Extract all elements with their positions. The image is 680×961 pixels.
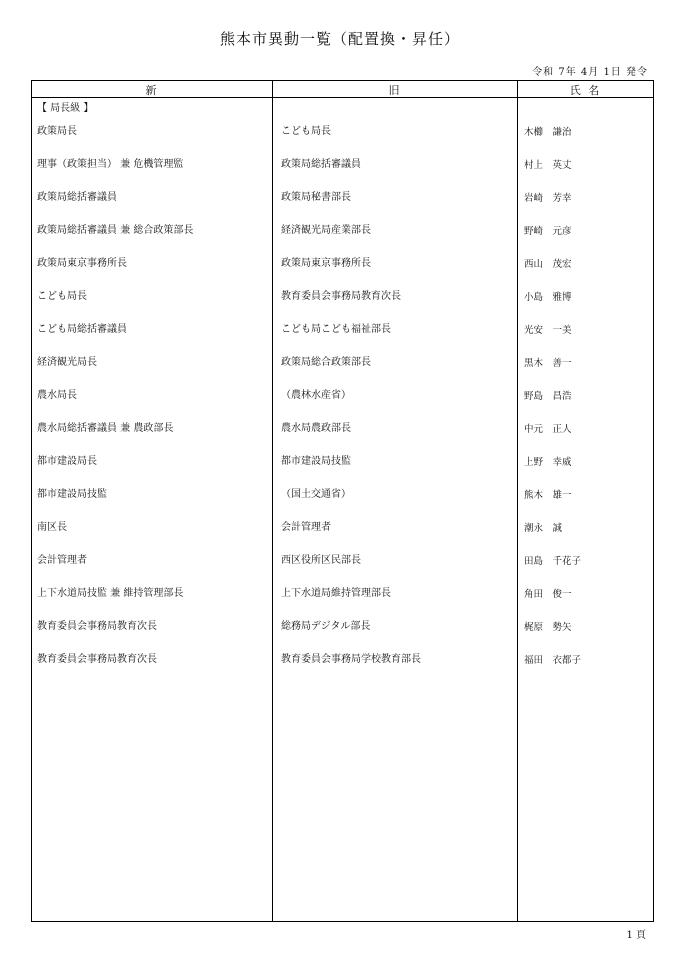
old-position: 政策局総合政策部長 (281, 357, 371, 368)
old-position: 政策局総括審議員 (281, 159, 361, 170)
new-position: 教育委員会事務局教育次長 (37, 621, 157, 632)
table-row (32, 383, 653, 416)
new-position: 経済観光局長 (37, 357, 97, 368)
old-position: 政策局東京事務所長 (281, 258, 371, 269)
old-position: こども局こども福祉部長 (281, 324, 391, 335)
person-name: 野崎 元彦 (524, 226, 572, 237)
person-name: 熊木 雄一 (524, 490, 572, 501)
person-name: 田島 千花子 (524, 556, 582, 567)
table-row (32, 548, 653, 581)
old-position: こども局長 (281, 126, 331, 137)
new-position: 政策局長 (37, 126, 77, 137)
new-position: 農水局総括審議員 兼 農政部長 (37, 423, 174, 434)
table-row (32, 185, 653, 218)
header-old: 旧 (388, 84, 402, 97)
old-position: 農水局農政部長 (281, 423, 351, 434)
old-position: 教育委員会事務局教育次長 (281, 291, 401, 302)
header-new: 新 (145, 84, 159, 97)
table-row (32, 614, 653, 647)
table-row (32, 119, 653, 152)
personnel-table (31, 80, 654, 922)
new-position: 会計管理者 (37, 555, 87, 566)
new-position: 政策局東京事務所長 (37, 258, 127, 269)
new-position: 教育委員会事務局教育次長 (37, 654, 157, 665)
person-name: 野島 昌浩 (524, 391, 572, 402)
person-name: 光安 一美 (524, 325, 572, 336)
table-row (32, 515, 653, 548)
old-position: 西区役所区民部長 (281, 555, 361, 566)
table-row (32, 647, 653, 680)
new-position: 政策局総括審議員 (37, 192, 117, 203)
header-name: 氏 名 (569, 84, 602, 97)
person-name: 梶原 勢矢 (524, 622, 572, 633)
person-name: 福田 衣都子 (524, 655, 582, 666)
person-name: 角田 俊一 (524, 589, 572, 600)
person-name: 中元 正人 (524, 424, 572, 435)
new-position: 上下水道局技監 兼 維持管理部長 (37, 588, 184, 599)
table-row (32, 284, 653, 317)
old-position: 政策局秘書部長 (281, 192, 351, 203)
new-position: こども局長 (37, 291, 87, 302)
old-position: 総務局デジタル部長 (281, 621, 371, 632)
person-name: 村上 英丈 (524, 160, 572, 171)
section-label: 【 局長級 】 (37, 103, 94, 114)
old-position: 教育委員会事務局学校教育部長 (281, 654, 421, 665)
new-position: 南区長 (37, 522, 67, 533)
page-title: 熊本市異動一覧（配置換・昇任） (219, 30, 460, 48)
old-position: 都市建設局技監 (281, 456, 351, 467)
new-position: こども局総括審議員 (37, 324, 127, 335)
old-position: （国土交通省） (281, 489, 351, 500)
table-row (32, 251, 653, 284)
old-position: （農林水産省） (281, 390, 351, 401)
new-position: 都市建設局技監 (37, 489, 107, 500)
table-row (32, 350, 653, 383)
new-position: 政策局総括審議員 兼 総合政策部長 (37, 225, 194, 236)
new-position: 農水局長 (37, 390, 77, 401)
person-name: 上野 幸威 (524, 457, 572, 468)
table-row (32, 218, 653, 251)
new-position: 理事（政策担当） 兼 危機管理監 (37, 159, 184, 170)
table-row (32, 449, 653, 482)
table-row (32, 482, 653, 515)
person-name: 西山 茂宏 (524, 259, 572, 270)
table-row (32, 416, 653, 449)
table-row (32, 581, 653, 614)
person-name: 岩崎 芳幸 (524, 193, 572, 204)
table-row (32, 317, 653, 350)
new-position: 都市建設局長 (37, 456, 97, 467)
person-name: 木櫛 謙治 (524, 127, 572, 138)
table-row (32, 152, 653, 185)
person-name: 黒木 善一 (524, 358, 572, 369)
person-name: 潮永 誠 (524, 523, 563, 534)
old-position: 上下水道局維持管理部長 (281, 588, 391, 599)
page-number: 1 頁 (626, 930, 646, 941)
old-position: 会計管理者 (281, 522, 331, 533)
old-position: 経済観光局産業部長 (281, 225, 371, 236)
issue-date: 令和 7年 4月 1日 発令 (532, 67, 648, 78)
person-name: 小島 雅博 (524, 292, 572, 303)
